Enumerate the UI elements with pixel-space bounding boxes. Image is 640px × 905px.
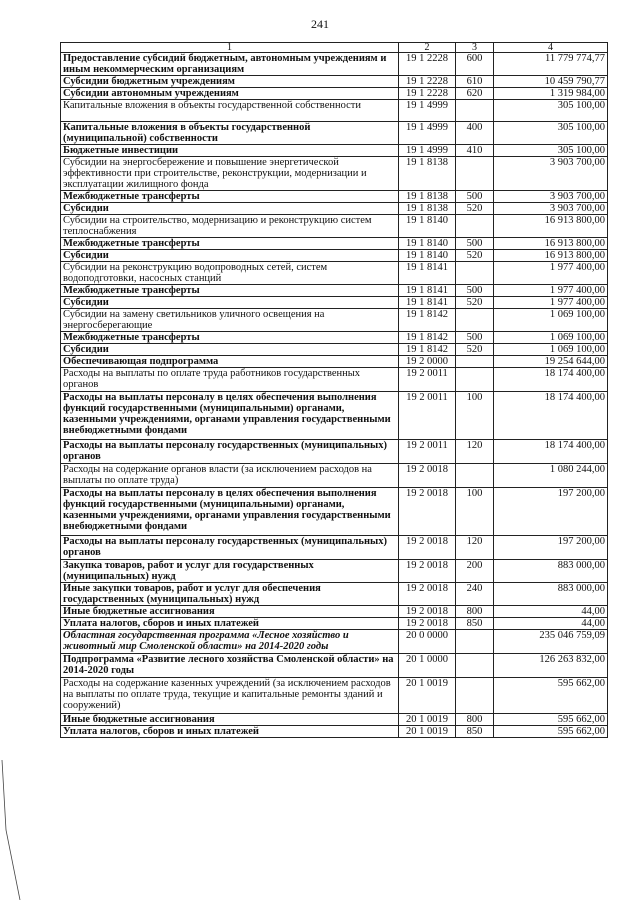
- budget-table: [60, 42, 608, 738]
- row-name-cell: Расходы на выплаты персоналу в целях обеспечения выполнения функций государственными (муниципальными) органами, казенными учреждениями, органами управления государственными внебюджетными фондами: [61, 392, 399, 440]
- row-amount-cell: 1 977 400,00: [494, 285, 608, 297]
- row-code-cell: 19 1 8140: [399, 215, 456, 238]
- row-amount-cell: 18 174 400,00: [494, 368, 608, 392]
- row-amount-cell: 10 459 790,77: [494, 76, 608, 88]
- table-row: [61, 76, 608, 88]
- row-type-cell: 500: [456, 332, 494, 344]
- row-amount-cell: 16 913 800,00: [494, 250, 608, 262]
- table-row: [61, 583, 608, 606]
- row-type-cell: 200: [456, 560, 494, 583]
- row-amount-cell: 11 779 774,77: [494, 53, 608, 76]
- row-code-cell: 20 1 0019: [399, 678, 456, 714]
- row-name-cell: Расходы на выплаты по оплате труда работников государственных органов: [61, 368, 399, 392]
- row-type-cell: 500: [456, 191, 494, 203]
- row-code-cell: 19 2 0011: [399, 368, 456, 392]
- row-code-cell: 19 2 0018: [399, 488, 456, 536]
- row-code-cell: 19 2 0018: [399, 618, 456, 630]
- row-type-cell: [456, 309, 494, 332]
- table-row: [61, 309, 608, 332]
- table-row: [61, 122, 608, 145]
- column-header-type: 3: [456, 43, 494, 53]
- row-type-cell: 620: [456, 88, 494, 100]
- row-code-cell: 20 1 0019: [399, 726, 456, 738]
- row-code-cell: 19 1 8140: [399, 238, 456, 250]
- row-name-cell: Расходы на выплаты персоналу государственных (муниципальных) органов: [61, 536, 399, 560]
- table-row: [61, 332, 608, 344]
- column-header-name: 1: [61, 43, 399, 53]
- row-type-cell: 520: [456, 297, 494, 309]
- row-code-cell: 19 1 2228: [399, 76, 456, 88]
- row-name-cell: Субсидии автономным учреждениям: [61, 88, 399, 100]
- row-type-cell: 120: [456, 440, 494, 464]
- row-type-cell: 100: [456, 488, 494, 536]
- table-header-row: [61, 43, 608, 53]
- row-type-cell: 100: [456, 392, 494, 440]
- row-amount-cell: 18 174 400,00: [494, 392, 608, 440]
- table-row: [61, 297, 608, 309]
- row-type-cell: 600: [456, 53, 494, 76]
- column-header-code: 2: [399, 43, 456, 53]
- row-type-cell: [456, 630, 494, 654]
- table-row: [61, 191, 608, 203]
- column-header-amount: 4: [494, 43, 608, 53]
- row-type-cell: [456, 356, 494, 368]
- row-amount-cell: 595 662,00: [494, 678, 608, 714]
- table-row: [61, 285, 608, 297]
- table-row: [61, 714, 608, 726]
- row-code-cell: 19 1 8141: [399, 285, 456, 297]
- table-row: [61, 203, 608, 215]
- row-name-cell: Межбюджетные трансферты: [61, 238, 399, 250]
- row-name-cell: Субсидии: [61, 344, 399, 356]
- table-row: [61, 344, 608, 356]
- row-code-cell: 19 2 0018: [399, 583, 456, 606]
- row-name-cell: Межбюджетные трансферты: [61, 285, 399, 297]
- table-row: [61, 392, 608, 440]
- table-row: [61, 356, 608, 368]
- row-name-cell: Обеспечивающая подпрограмма: [61, 356, 399, 368]
- row-amount-cell: 305 100,00: [494, 145, 608, 157]
- row-name-cell: Иные бюджетные ассигнования: [61, 606, 399, 618]
- table-row: [61, 100, 608, 122]
- table-row: [61, 488, 608, 536]
- row-type-cell: [456, 464, 494, 488]
- row-amount-cell: 305 100,00: [494, 122, 608, 145]
- margin-mark: [0, 760, 22, 900]
- table-row: [61, 157, 608, 191]
- row-name-cell: Капитальные вложения в объекты государственной собственности: [61, 100, 399, 122]
- row-name-cell: Уплата налогов, сборов и иных платежей: [61, 618, 399, 630]
- row-name-cell: Областная государственная программа «Лесное хозяйство и животный мир Смоленской области» на 2014-2020 годы: [61, 630, 399, 654]
- row-name-cell: Субсидии: [61, 203, 399, 215]
- row-code-cell: 19 2 0018: [399, 560, 456, 583]
- row-type-cell: 500: [456, 285, 494, 297]
- row-amount-cell: 1 080 244,00: [494, 464, 608, 488]
- row-type-cell: 410: [456, 145, 494, 157]
- row-amount-cell: 305 100,00: [494, 100, 608, 122]
- row-type-cell: 850: [456, 726, 494, 738]
- table-row: [61, 536, 608, 560]
- row-name-cell: Субсидии: [61, 297, 399, 309]
- row-code-cell: 19 1 2228: [399, 53, 456, 76]
- row-name-cell: Субсидии на реконструкцию водопроводных сетей, систем водоподготовки, насосных станций: [61, 262, 399, 285]
- row-amount-cell: 197 200,00: [494, 536, 608, 560]
- row-amount-cell: 16 913 800,00: [494, 215, 608, 238]
- row-name-cell: Бюджетные инвестиции: [61, 145, 399, 157]
- table-row: [61, 368, 608, 392]
- row-name-cell: Субсидии на строительство, модернизацию и реконструкцию систем теплоснабжения: [61, 215, 399, 238]
- table-row: [61, 630, 608, 654]
- row-type-cell: 800: [456, 714, 494, 726]
- row-code-cell: 19 2 0018: [399, 464, 456, 488]
- row-code-cell: 19 1 4999: [399, 100, 456, 122]
- row-amount-cell: 595 662,00: [494, 726, 608, 738]
- row-type-cell: [456, 157, 494, 191]
- table-row: [61, 678, 608, 714]
- row-name-cell: Межбюджетные трансферты: [61, 332, 399, 344]
- row-code-cell: 20 1 0019: [399, 714, 456, 726]
- table-row: [61, 726, 608, 738]
- row-amount-cell: 3 903 700,00: [494, 191, 608, 203]
- row-amount-cell: 1 977 400,00: [494, 297, 608, 309]
- row-code-cell: 19 1 2228: [399, 88, 456, 100]
- row-name-cell: Расходы на содержание казенных учреждений (за исключением расходов на выплаты по оплате труда, текущие и капитальные ремонты зданий и сооружений): [61, 678, 399, 714]
- table-row: [61, 215, 608, 238]
- row-code-cell: 19 1 8141: [399, 262, 456, 285]
- row-amount-cell: 44,00: [494, 618, 608, 630]
- row-amount-cell: 44,00: [494, 606, 608, 618]
- row-amount-cell: 883 000,00: [494, 560, 608, 583]
- row-type-cell: 400: [456, 122, 494, 145]
- row-code-cell: 20 1 0000: [399, 654, 456, 678]
- row-type-cell: 850: [456, 618, 494, 630]
- table-row: [61, 654, 608, 678]
- row-code-cell: 19 2 0018: [399, 606, 456, 618]
- row-code-cell: 19 1 8142: [399, 344, 456, 356]
- table-row: [61, 262, 608, 285]
- row-name-cell: Закупка товаров, работ и услуг для государственных (муниципальных) нужд: [61, 560, 399, 583]
- row-amount-cell: 3 903 700,00: [494, 203, 608, 215]
- row-amount-cell: 1 977 400,00: [494, 262, 608, 285]
- row-type-cell: [456, 678, 494, 714]
- table-row: [61, 606, 608, 618]
- page-number: 241: [311, 17, 329, 31]
- row-amount-cell: 1 069 100,00: [494, 344, 608, 356]
- row-code-cell: 19 2 0011: [399, 392, 456, 440]
- row-code-cell: 19 1 8140: [399, 250, 456, 262]
- row-code-cell: 19 1 8142: [399, 332, 456, 344]
- row-name-cell: Расходы на выплаты персоналу в целях обеспечения выполнения функций государственными (муниципальными) органами, казенными учреждениями, органами управления государственными внебюджетными фондами: [61, 488, 399, 536]
- row-type-cell: 520: [456, 344, 494, 356]
- row-type-cell: 800: [456, 606, 494, 618]
- row-name-cell: Иные бюджетные ассигнования: [61, 714, 399, 726]
- row-amount-cell: 235 046 759,09: [494, 630, 608, 654]
- table-row: [61, 238, 608, 250]
- row-name-cell: Иные закупки товаров, работ и услуг для обеспечения государственных (муниципальных) нужд: [61, 583, 399, 606]
- table-row: [61, 618, 608, 630]
- row-type-cell: 520: [456, 250, 494, 262]
- row-code-cell: 20 0 0000: [399, 630, 456, 654]
- row-name-cell: Капитальные вложения в объекты государственной (муниципальной) собственности: [61, 122, 399, 145]
- row-type-cell: 520: [456, 203, 494, 215]
- row-name-cell: Субсидии: [61, 250, 399, 262]
- row-code-cell: 19 1 4999: [399, 145, 456, 157]
- row-name-cell: Субсидии на энергосбережение и повышение энергетической эффективности при строительстве, реконструкции, модернизации и эксплуатации жилищного фонда: [61, 157, 399, 191]
- row-amount-cell: 197 200,00: [494, 488, 608, 536]
- table-row: [61, 53, 608, 76]
- row-code-cell: 19 1 4999: [399, 122, 456, 145]
- row-code-cell: 19 1 8138: [399, 157, 456, 191]
- row-amount-cell: 1 069 100,00: [494, 309, 608, 332]
- row-type-cell: 240: [456, 583, 494, 606]
- row-name-cell: Подпрограмма «Развитие лесного хозяйства Смоленской области» на 2014-2020 годы: [61, 654, 399, 678]
- row-type-cell: 610: [456, 76, 494, 88]
- table-row: [61, 88, 608, 100]
- row-code-cell: 19 2 0011: [399, 440, 456, 464]
- table-row: [61, 440, 608, 464]
- budget-table-body: [61, 43, 608, 738]
- row-amount-cell: 1 319 984,00: [494, 88, 608, 100]
- row-code-cell: 19 1 8138: [399, 191, 456, 203]
- row-code-cell: 19 1 8141: [399, 297, 456, 309]
- row-amount-cell: 595 662,00: [494, 714, 608, 726]
- row-name-cell: Расходы на содержание органов власти (за исключением расходов на выплаты по оплате труда): [61, 464, 399, 488]
- row-amount-cell: 18 174 400,00: [494, 440, 608, 464]
- row-amount-cell: 126 263 832,00: [494, 654, 608, 678]
- row-amount-cell: 19 254 644,00: [494, 356, 608, 368]
- row-type-cell: [456, 368, 494, 392]
- row-amount-cell: 3 903 700,00: [494, 157, 608, 191]
- row-amount-cell: 16 913 800,00: [494, 238, 608, 250]
- row-type-cell: [456, 100, 494, 122]
- row-code-cell: 19 2 0000: [399, 356, 456, 368]
- row-code-cell: 19 2 0018: [399, 536, 456, 560]
- row-name-cell: Расходы на выплаты персоналу государственных (муниципальных) органов: [61, 440, 399, 464]
- row-amount-cell: 883 000,00: [494, 583, 608, 606]
- row-name-cell: Субсидии на замену светильников уличного освещения на энергосберегающие: [61, 309, 399, 332]
- row-code-cell: 19 1 8142: [399, 309, 456, 332]
- row-name-cell: Межбюджетные трансферты: [61, 191, 399, 203]
- row-amount-cell: 1 069 100,00: [494, 332, 608, 344]
- row-type-cell: [456, 654, 494, 678]
- table-row: [61, 145, 608, 157]
- row-type-cell: 500: [456, 238, 494, 250]
- row-name-cell: Субсидии бюджетным учреждениям: [61, 76, 399, 88]
- table-row: [61, 250, 608, 262]
- row-name-cell: Уплата налогов, сборов и иных платежей: [61, 726, 399, 738]
- row-name-cell: Предоставление субсидий бюджетным, автономным учреждениям и иным некоммерческим организациям: [61, 53, 399, 76]
- table-row: [61, 464, 608, 488]
- row-type-cell: [456, 215, 494, 238]
- row-type-cell: 120: [456, 536, 494, 560]
- table-row: [61, 560, 608, 583]
- row-type-cell: [456, 262, 494, 285]
- row-code-cell: 19 1 8138: [399, 203, 456, 215]
